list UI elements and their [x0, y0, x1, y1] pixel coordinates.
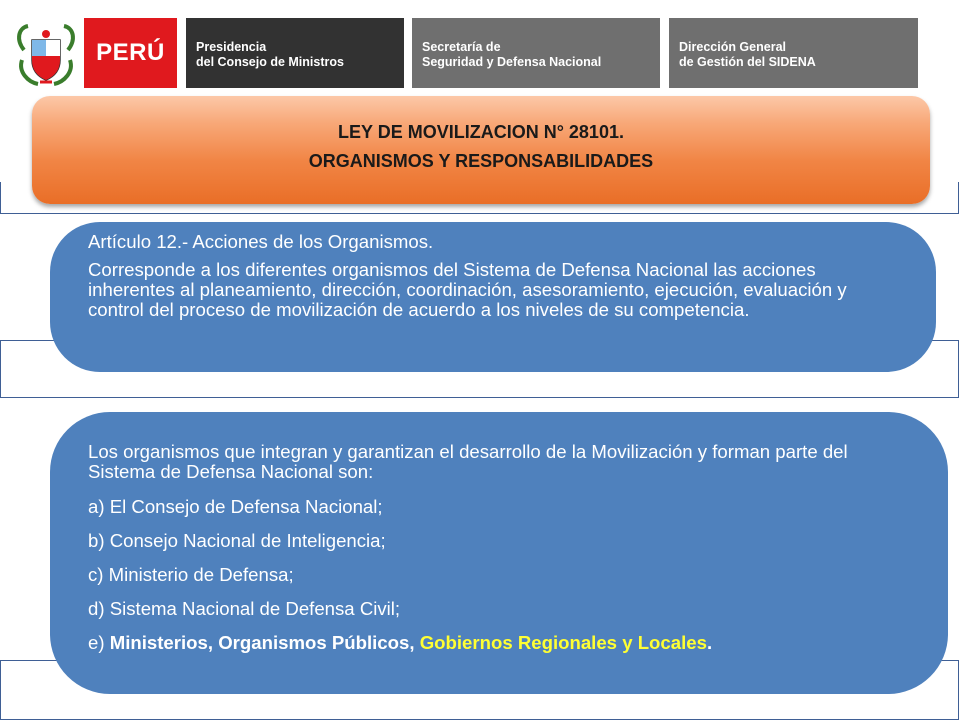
header-direccion: [669, 18, 918, 88]
header-presidencia-line1: Presidencia: [196, 40, 267, 54]
article-body: Corresponde a los diferentes organismos del Sistema de Defensa Nacional las acciones inherentes al planeamiento, dirección, coordinación, asesoramiento, ejecución, evaluación y control del proceso de movilización de acuerdo a los niveles de su competencia.: [88, 259, 847, 320]
slide-title-line1: LEY DE MOVILIZACION N° 28101.: [338, 122, 624, 142]
organisms-panel: [50, 412, 948, 694]
list-item-last: [88, 633, 918, 653]
header-direccion-line1: Dirección General: [679, 40, 786, 54]
last-item-separator: ,: [409, 632, 420, 653]
last-item-prefix: e): [88, 632, 110, 653]
header-secretaria-line2: Seguridad y Defensa Nacional: [422, 55, 602, 69]
last-item-suffix: .: [706, 632, 713, 653]
country-badge: PERÚ: [84, 18, 177, 88]
article-panel: [50, 222, 936, 372]
slide-title-line2: ORGANISMOS Y RESPONSABILIDADES: [308, 151, 654, 171]
header-direccion-line2: de Gestión del SIDENA: [679, 55, 816, 69]
last-item-bold: Ministerios, Organismos Públicos: [109, 632, 410, 653]
header-secretaria-line1: Secretaría de: [422, 40, 501, 54]
list-item: d) Sistema Nacional de Defensa Civil;: [88, 598, 401, 619]
header-presidencia-line2: del Consejo de Ministros: [196, 55, 344, 69]
article-heading: Artículo 12.- Acciones de los Organismos.: [88, 231, 434, 252]
header: [0, 0, 960, 95]
list-item: c) Ministerio de Defensa;: [88, 564, 294, 585]
slide-title: [32, 96, 930, 204]
last-item-highlight: Gobiernos Regionales y Locales: [419, 632, 707, 653]
header-presidencia: [186, 18, 404, 88]
list-item: b) Consejo Nacional de Inteligencia;: [88, 530, 386, 551]
coat-of-arms-icon: [14, 20, 78, 88]
header-secretaria: [412, 18, 660, 88]
organisms-intro: Los organismos que integran y garantizan el desarrollo de la Movilización y forman parte del Sistema de Defensa Nacional son:: [88, 441, 848, 482]
list-item: a) El Consejo de Defensa Nacional;: [88, 496, 383, 517]
